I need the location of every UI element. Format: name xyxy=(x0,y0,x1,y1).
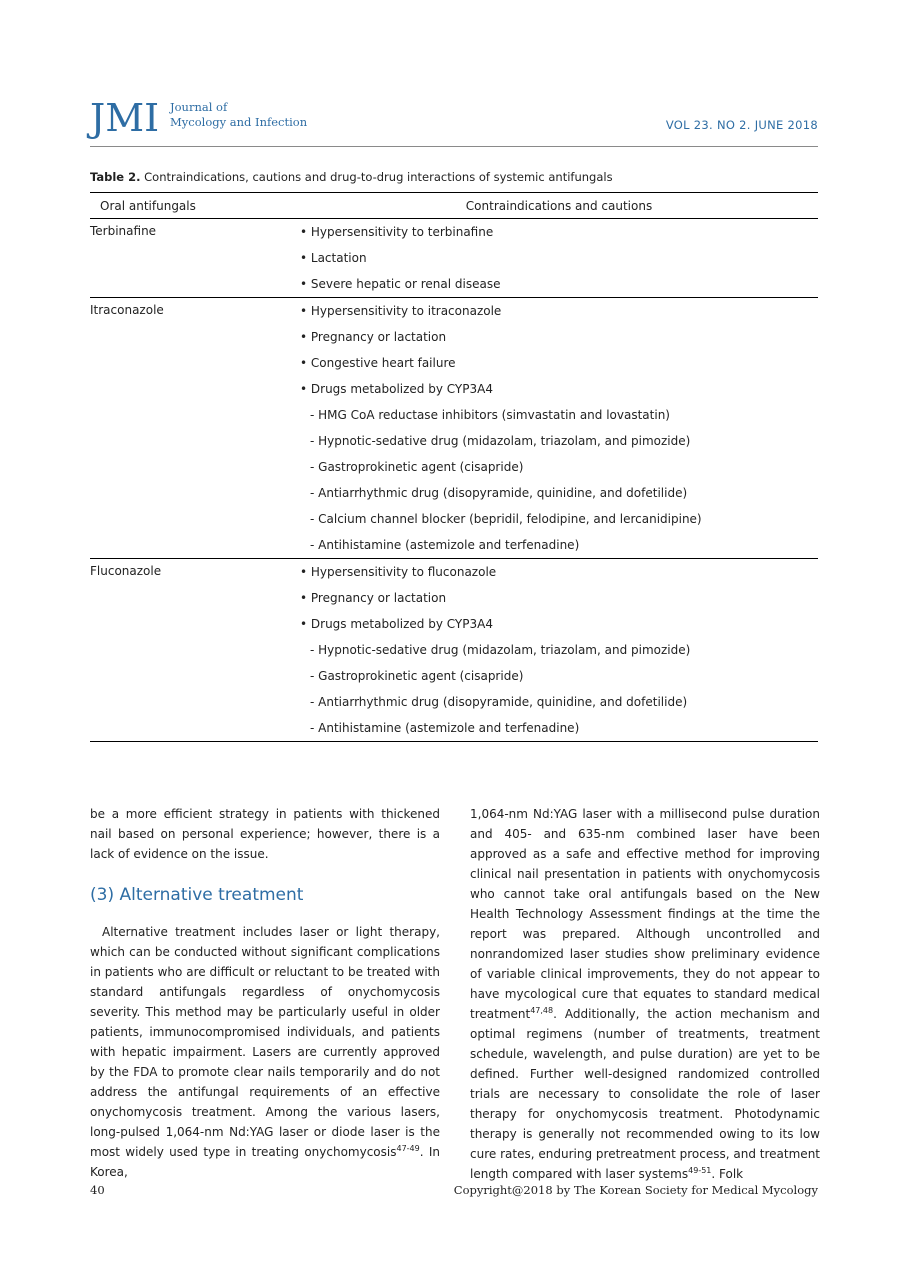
text-column-left xyxy=(90,804,440,1182)
drug-name-cell: Fluconazole xyxy=(90,564,162,578)
list-item: - Gastroprokinetic agent (cisapride) xyxy=(310,669,524,683)
page-number: 40 xyxy=(90,1183,105,1197)
list-item: • Hypersensitivity to fluconazole xyxy=(300,565,497,579)
paragraph: 1,064-nm Nd:YAG laser with a millisecond pulse duration and 405- and 635-nm combined laser have been approved as a safe and effective method for improving clinical nail presentation in patients with onychomycosis who cannot take oral antifungals based on the New Health Technology Assessment findings at the time the report was prepared. Although uncontrolled and nonrandomized laser studies show preliminary evidence of variable clinical improvements, they do not appear to have mycological cure that equates to standard medical treatment$^{47,48}$. Additionally, the action mechanism and optimal regimens (number of treatments, treatment schedule, wavelength, and pulse duration) are yet to be defined. Further well-designed randomized controlled trials are necessary to consolidate the role of laser therapy for onychomycosis treatment. Photodynamic therapy is generally not recommended owing to its low cure rates, enduring pretreatment process, and treatment length compared with laser systems$^{49-51}$. Folk xyxy=(470,807,820,1181)
list-item: • Hypersensitivity to terbinafine xyxy=(300,225,494,239)
column-header-oral-antifungals: Oral antifungals xyxy=(100,198,196,213)
paragraph: be a more efficient strategy in patients with thickened nail based on personal experience; however, there is a lack of evidence on the issue. xyxy=(90,807,440,861)
list-item: - Calcium channel blocker (bepridil, felodipine, and lercanidipine) xyxy=(310,512,702,526)
list-item: - Antiarrhythmic drug (disopyramide, quinidine, and dofetilide) xyxy=(310,486,688,500)
column-header-contraindications: Contraindications and cautions xyxy=(465,198,653,213)
copyright-notice: Copyright@2018 by The Korean Society for Medical Mycology xyxy=(453,1183,818,1197)
table-caption: Table 2. Contraindications, cautions and drug-to-drug interactions of systemic antifungals xyxy=(90,170,613,184)
list-item: - Hypnotic-sedative drug (midazolam, triazolam, and pimozide) xyxy=(310,643,691,657)
volume-info: VOL 23. NO 2. JUNE 2018 xyxy=(665,118,818,132)
list-item: - Gastroprokinetic agent (cisapride) xyxy=(310,460,524,474)
text-column-right xyxy=(470,804,820,1184)
page-header xyxy=(90,96,818,147)
list-item: • Hypersensitivity to itraconazole xyxy=(300,304,502,318)
citation: 47-49 xyxy=(396,1144,420,1153)
list-item: • Drugs metabolized by CYP3A4 xyxy=(300,382,493,396)
table-row xyxy=(90,559,818,741)
list-item: - HMG CoA reductase inhibitors (simvastatin and lovastatin) xyxy=(310,408,670,422)
list-item: • Severe hepatic or renal disease xyxy=(300,277,501,291)
list-item: • Lactation xyxy=(300,251,367,265)
contraindication-list xyxy=(290,298,818,558)
citation: 49-51 xyxy=(688,1166,712,1175)
table-row xyxy=(90,298,818,559)
section-heading: (3) Alternative treatment xyxy=(90,885,304,905)
list-item: - Antiarrhythmic drug (disopyramide, quinidine, and dofetilide) xyxy=(310,695,688,709)
contraindication-list xyxy=(290,219,818,297)
list-item: - Hypnotic-sedative drug (midazolam, triazolam, and pimozide) xyxy=(310,434,691,448)
list-item: - Antihistamine (astemizole and terfenadine) xyxy=(310,538,580,552)
journal-logo: JMI xyxy=(90,96,160,140)
table-header-row xyxy=(90,193,818,219)
contraindications-table xyxy=(90,192,818,742)
drug-name-cell: Terbinafine xyxy=(90,224,157,238)
drug-name-cell: Itraconazole xyxy=(90,303,164,317)
citation: 47,48 xyxy=(530,1006,554,1015)
table-row xyxy=(90,219,818,298)
list-item: • Congestive heart failure xyxy=(300,356,456,370)
journal-name: Journal of Mycology and Infection xyxy=(170,100,308,129)
list-item: • Pregnancy or lactation xyxy=(300,591,447,605)
list-item: - Antihistamine (astemizole and terfenadine) xyxy=(310,721,580,735)
contraindication-list xyxy=(290,559,818,741)
paragraph: Alternative treatment includes laser or light therapy, which can be conducted without significant complications in patients who are difficult or reluctant to be treated with standard antifungals regardless of onychomycosis severity. This method may be particularly useful in older patients, immunocompromised individuals, and patients with hepatic impairment. Lasers are currently approved by the FDA to promote clear nails temporarily and do not address the antifungal requirements of an effective onychomycosis treatment. Among the various lasers, long-pulsed 1,064-nm Nd:YAG laser or diode laser is the most widely used type in treating onychomycosis$^{47-49}$. In Korea, xyxy=(90,925,440,1179)
list-item: • Drugs metabolized by CYP3A4 xyxy=(300,617,493,631)
list-item: • Pregnancy or lactation xyxy=(300,330,447,344)
table-body xyxy=(90,219,818,741)
